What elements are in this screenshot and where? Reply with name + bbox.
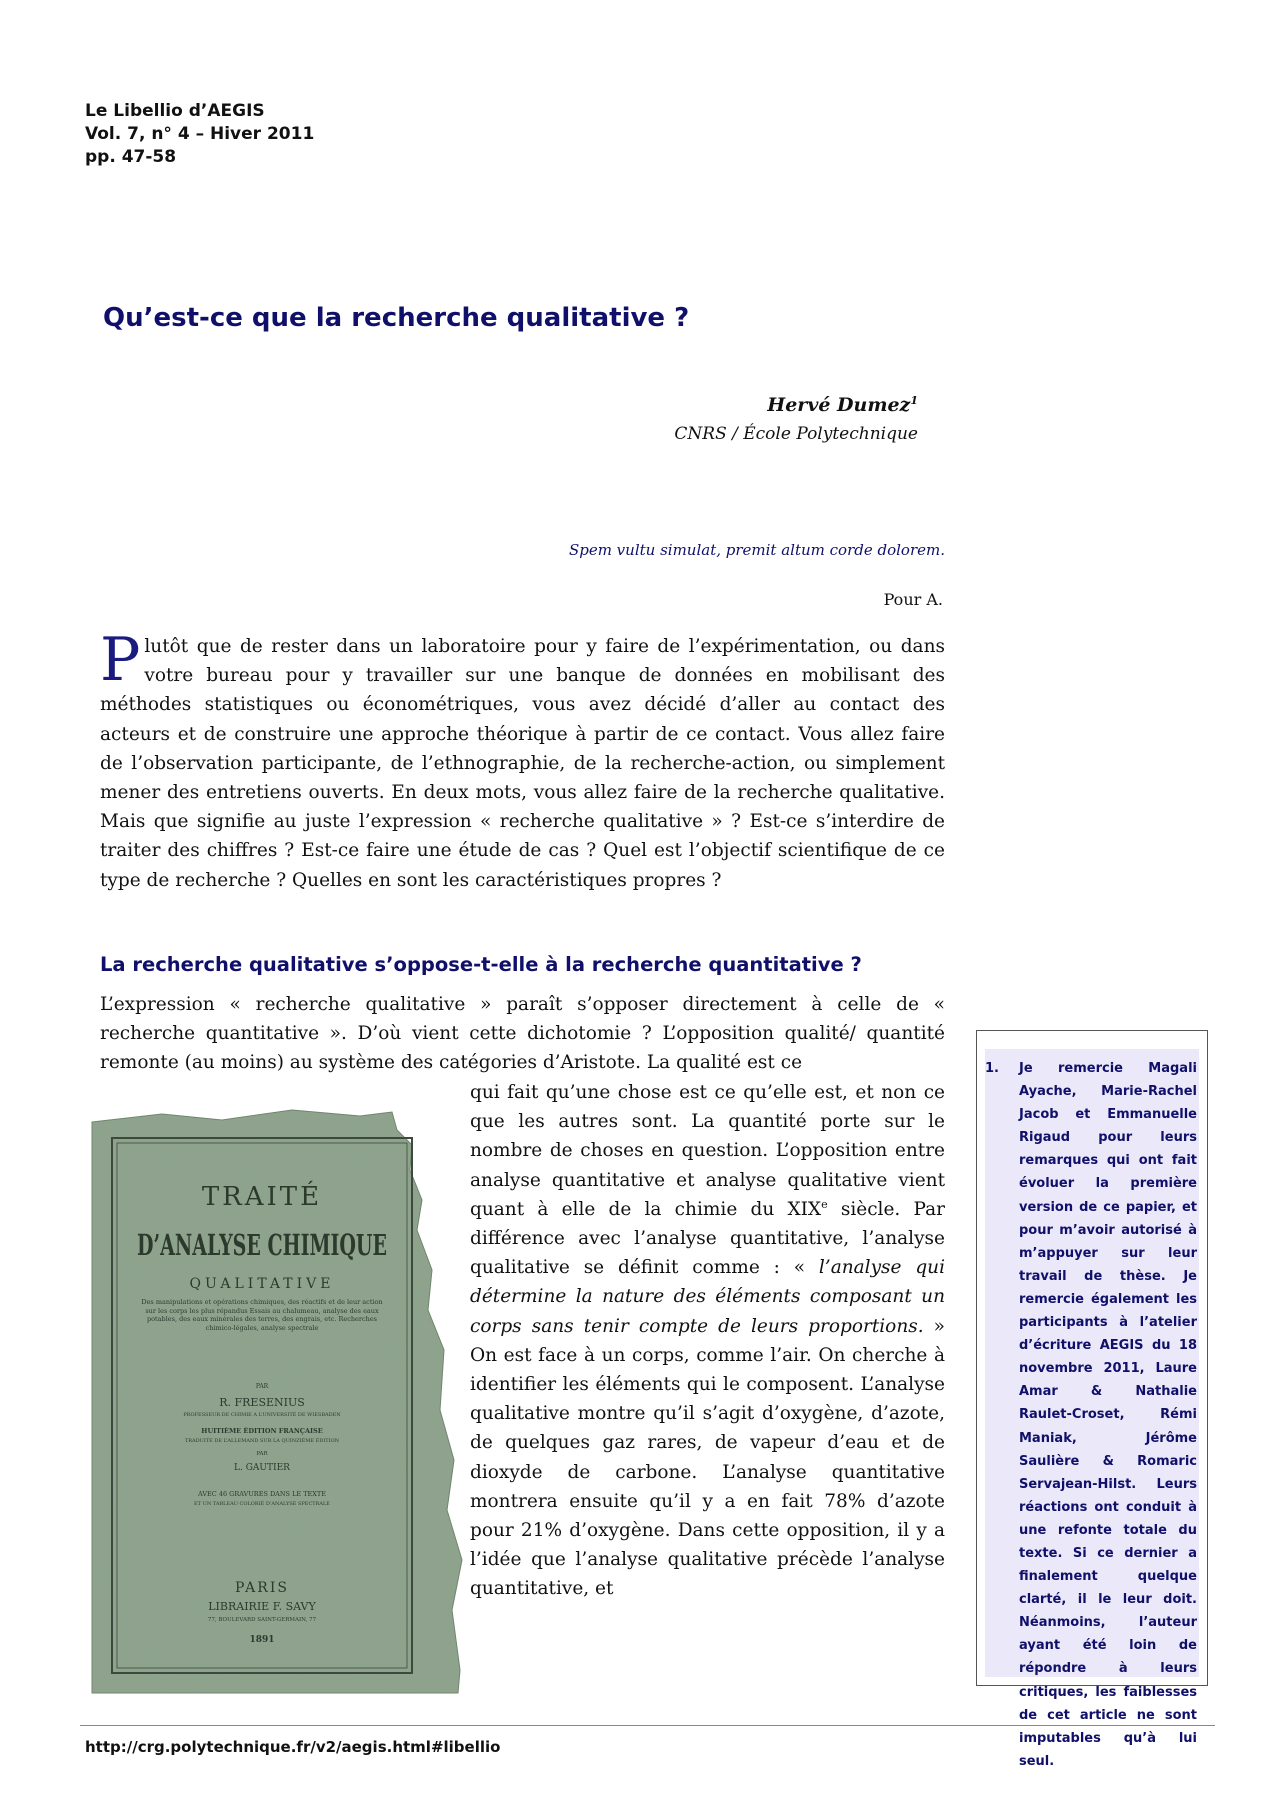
- author-affiliation: CNRS / École Polytechnique: [674, 424, 918, 444]
- footnote: [985, 1057, 1197, 1773]
- book-title-3: QUALITATIVE: [189, 1276, 335, 1292]
- drop-cap: P: [100, 625, 141, 695]
- book-author-title: PROFESSEUR DE CHIMIE A L’UNIVERSITÉ DE WIESBADEN: [183, 1412, 341, 1418]
- journal-pages: pp. 47-58: [85, 147, 177, 167]
- book-par-2: PAR: [256, 1451, 268, 1457]
- book-edition: HUITIÈME ÉDITION FRANÇAISE: [201, 1427, 323, 1435]
- journal-info: [85, 100, 314, 169]
- intro-text: lutôt que de rester dans un laboratoire pour y faire de l’expérimentation, ou dans votre bureau pour y travailler sur une banque de données en mobilisant des méthodes statistiques ou économétriques, vous avez décidé d’aller au contact des acteurs et de construire une approche théorique à partir de ce contact. Vous allez faire de l’observation participante, de l’ethnographie, de la recherche-action, ou simplement mener des entretiens ouverts. En deux mots, vous allez faire de la recherche qualitative. Mais que signifie au juste l’expression « recherche qualitative » ? Est-ce s’interdire de traiter des chiffres ? Est-ce faire une étude de cas ? Quel est l’objectif scientifique de ce type de recherche ? Quelles en sont les caractéristiques propres ?: [100, 636, 945, 891]
- article-title: Qu’est-ce que la recherche qualitative ?: [103, 303, 690, 333]
- footnote-number: 1.: [985, 1061, 999, 1076]
- book-city: PARIS: [235, 1580, 289, 1596]
- book-description: Des manipulations et opérations chimiques, des réactifs et de leur action sur les corps les plus répandus Essais au chalumeau, analyse des eaux potables, des eaux minérales des terres, des engrais, etc. Recherches chimico-légales, analyse spectrale: [141, 1298, 383, 1332]
- book-translator: L. GAUTIER: [234, 1463, 290, 1473]
- column-text-1: qui fait qu’une chose est ce qu’elle est, et non ce que les autres sont. La quantité porte sur le nombre de choses en question. L’opposition entre analyse quantitative et analyse qualitative vient quant à elle de la chimie du: [470, 1082, 945, 1220]
- definition-quote: l’analyse qui détermine la nature des éléments composant un corps sans tenir compte de leurs proportions.: [470, 1257, 946, 1337]
- century-superscript: e: [821, 1197, 828, 1211]
- journal-volume: Vol. 7, n° 4 – Hiver 2011: [85, 124, 315, 144]
- book-engravings-sub: ET UN TABLEAU COLORIÉ D’ANALYSE SPECTRALE: [194, 1501, 330, 1507]
- book-year: 1891: [249, 1635, 275, 1645]
- intro-paragraph: [100, 625, 945, 895]
- column-text-3: » On est face à un corps, comme l’air. On cherche à identifier les éléments qui le composent. L’analyse qualitative montre qu’il s’agit d’oxygène, d’azote, de quelques gaz rares, de vapeur d’eau et de dioxyde de carbone. L’analyse quantitative montrera ensuite qu’il y a en fait 78% d’azote pour 21% d’oxygène. Dans cette opposition, il y a l’idée que l’analyse qualitative précède l’analyse quantitative, et: [470, 1315, 946, 1600]
- footer-link[interactable]: http://crg.polytechnique.fr/v2/aegis.html#libellio: [85, 1738, 501, 1756]
- book-title-1: TRAITÉ: [201, 1182, 323, 1212]
- book-title-2: D’ANALYSE CHIMIQUE: [137, 1228, 387, 1262]
- book-cover-image: [92, 1110, 462, 1693]
- section-heading: La recherche qualitative s’oppose-t-elle à la recherche quantitative ?: [100, 953, 862, 976]
- author-name: Hervé Dumez: [767, 394, 911, 416]
- journal-name: Le Libellio d’AEGIS: [85, 101, 265, 121]
- book-address: 77, BOULEVARD SAINT-GERMAIN, 77: [207, 1617, 317, 1623]
- author-block: [600, 394, 918, 416]
- footnote-ref[interactable]: 1: [910, 394, 918, 407]
- footer-rule: [80, 1725, 1215, 1726]
- book-publisher: LIBRAIRIE F. SAVY: [208, 1600, 316, 1613]
- column-text-2: siècle. Par différence avec l’analyse quantitative, l’analyse qualitative se définit comme : «: [470, 1198, 945, 1279]
- epigraph: Spem vultu simulat, premit altum corde dolorem.: [568, 541, 945, 559]
- footnote-box: [976, 1030, 1208, 1769]
- section-paragraph-column: [470, 1078, 945, 1604]
- dedication: Pour A.: [883, 590, 943, 609]
- section-paragraph: L’expression « recherche qualitative » paraît s’opposer directement à celle de « recherche quantitative ». D’où vient cette dichotomie ? L’opposition qualité/ quantité remonte (au moins) au système des catégories d’Aristote. La qualité est ce: [100, 994, 945, 1074]
- book-engravings: AVEC 46 GRAVURES DANS LE TEXTE: [197, 1490, 327, 1498]
- footnote-text: Je remercie Magali Ayache, Marie-Rachel Jacob et Emmanuelle Rigaud pour leurs remarques qui ont fait évoluer la première version de ce papier, et pour m’avoir autorisé à m’appuyer sur leur travail de thèse. Je remercie également les participants à l’atelier d’écriture AEGIS du 18 novembre 2011, Laure Amar & Nathalie Raulet-Croset, Rémi Maniak, Jérôme Saulière & Romaric Servajean-Hilst. Leurs réactions ont conduit à une refonte totale du texte. Si ce dernier a finalement quelque clarté, il le leur doit. Néanmoins, l’auteur ayant été loin de répondre à leurs critiques, les faiblesses de cet article ne sont imputables qu’à lui seul.: [1019, 1061, 1197, 1769]
- book-par-1: PAR: [255, 1383, 269, 1390]
- century-roman: XIX: [787, 1198, 822, 1220]
- book-edition-sub: TRADUITE DE L’ALLEMAND SUR LA QUINZIÈME ÉDITION: [184, 1438, 340, 1444]
- book-author: R. FRESENIUS: [219, 1396, 305, 1409]
